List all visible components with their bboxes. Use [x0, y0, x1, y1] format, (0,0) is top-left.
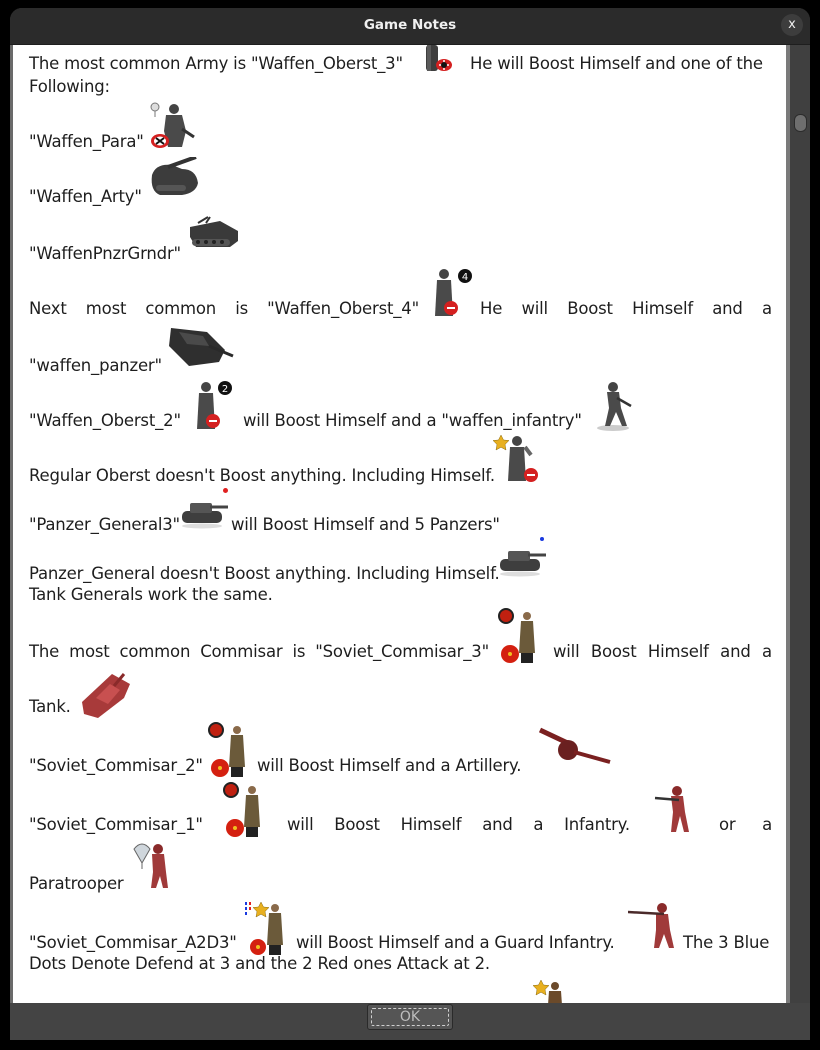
notes-content: [13, 45, 786, 1003]
note-line: will Boost Himself and 5 Panzers": [231, 515, 500, 534]
unit-name-waffen-para: "Waffen_Para": [29, 132, 144, 151]
ok-button[interactable]: [367, 1004, 453, 1030]
soviet-commisar-partial-icon: [533, 978, 565, 1003]
soviet-commisar-1-icon: [222, 782, 266, 842]
panzer-general3-icon: [178, 495, 230, 529]
note-line: will Boost Himself and a "waffen_infantry": [243, 411, 582, 430]
unit-name-paratrooper: Paratrooper: [29, 874, 124, 893]
soviet-guard-infantry-icon: [628, 902, 680, 950]
unit-name-waffen-arty: "Waffen_Arty": [29, 187, 142, 206]
note-line: The most common Army is "Waffen_Oberst_3": [29, 54, 403, 73]
note-line: The 3 Blue: [683, 933, 770, 952]
unit-name-waffen-panzer: "waffen_panzer": [29, 356, 162, 375]
soviet-tank-icon: [78, 672, 136, 722]
note-line: or a: [719, 815, 772, 834]
note-line: "Soviet_Commisar_A2D3": [29, 933, 237, 952]
soviet-commisar-2-icon: [207, 722, 251, 782]
note-line: "Soviet_Commisar_1": [29, 815, 203, 834]
note-line: will Boost Himself and a Infantry.: [287, 815, 630, 834]
note-line: "Waffen_Oberst_2": [29, 411, 181, 430]
note-line: Following:: [29, 77, 110, 96]
soviet-infantry-icon: [653, 784, 693, 836]
svg-text:2: 2: [221, 384, 229, 395]
note-line: Regular Oberst doesn't Boost anything. Including Himself.: [29, 466, 495, 485]
soviet-commisar-a2d3-icon: [243, 900, 289, 960]
soviet-commisar-3-icon: [497, 608, 541, 668]
note-line: He will Boost Himself and a: [480, 299, 772, 318]
defend-dot: [540, 537, 544, 541]
regular-oberst-icon: [493, 433, 545, 485]
soviet-paratrooper-icon: [132, 841, 176, 893]
attack-dot: [223, 488, 228, 493]
close-button[interactable]: [781, 14, 803, 36]
note-line: "Panzer_General3": [29, 515, 180, 534]
note-line: Next most common is "Waffen_Oberst_4": [29, 299, 419, 318]
waffen-panzergrenadier-icon: [186, 215, 240, 251]
waffen-infantry-icon: [593, 380, 633, 432]
waffen-para-icon: [146, 99, 198, 151]
close-icon: x: [788, 17, 796, 32]
note-line: will Boost Himself and a: [553, 642, 772, 661]
note-line: Panzer_General doesn't Boost anything. Including Himself.: [29, 564, 500, 583]
waffen-arty-icon: [148, 157, 200, 197]
soviet-artillery-icon: [538, 726, 613, 766]
waffen-oberst-2-icon: [190, 379, 240, 431]
note-line: will Boost Himself and a Guard Infantry.: [296, 933, 615, 952]
svg-text:4: 4: [461, 272, 469, 283]
waffen-oberst-3-icon: [418, 45, 458, 72]
waffen-panzer-icon: [165, 322, 237, 368]
note-line: will Boost Himself and a Artillery.: [257, 756, 522, 775]
game-notes-dialog: [10, 8, 810, 1040]
note-line: The most common Commisar is "Soviet_Commisar_3": [29, 642, 489, 661]
title-bar[interactable]: [10, 8, 810, 45]
waffen-oberst-4-icon: [428, 266, 478, 318]
note-line: "Soviet_Commisar_2": [29, 756, 203, 775]
ok-button-label: OK: [371, 1008, 449, 1026]
note-line: Tank Generals work the same.: [29, 585, 273, 604]
panzer-general-icon: [496, 543, 548, 577]
dialog-footer: [10, 1003, 810, 1040]
unit-name-waffen-panzergrenadier: "WaffenPnzrGrndr": [29, 244, 181, 263]
dialog-title: Game Notes: [363, 17, 457, 33]
unit-name-tank: Tank.: [29, 697, 71, 716]
scrollbar-thumb[interactable]: [794, 114, 807, 132]
scrollbar-edge: [786, 45, 790, 1003]
note-line: He will Boost Himself and one of the: [470, 54, 763, 73]
note-line: Dots Denote Defend at 3 and the 2 Red ones Attack at 2.: [29, 954, 490, 973]
